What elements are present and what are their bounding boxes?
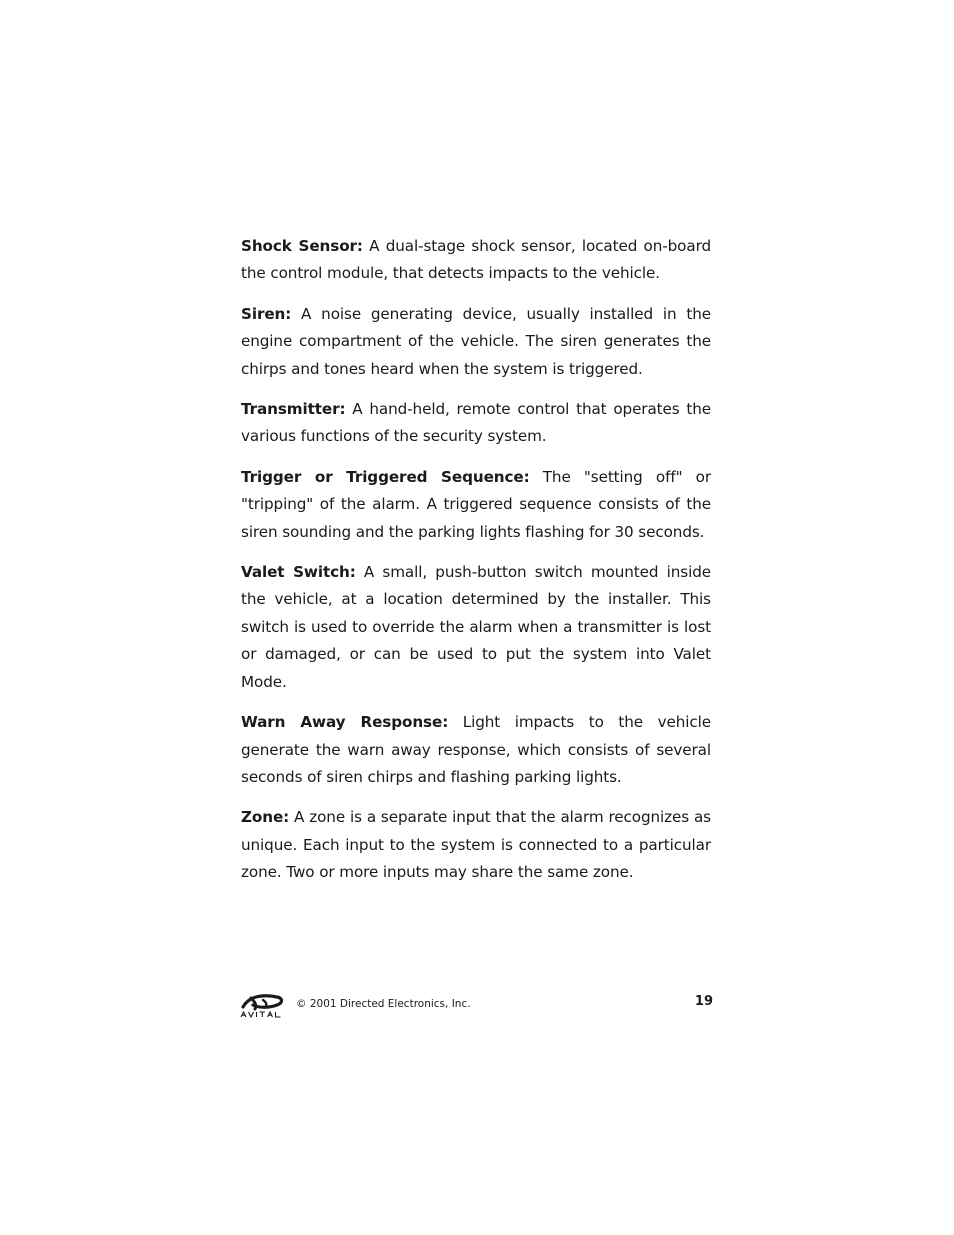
glossary-definition: The "setting off" or "tripping" of the alarm. A triggered sequence consists of the siren sounding and the parking lights flashing for 30 seconds. bbox=[241, 467, 711, 541]
copyright-text: © 2001 Directed Electronics, Inc. bbox=[296, 998, 471, 1010]
glossary-definition: A dual-stage shock sensor, located on-board the control module, that detects impacts to the vehicle. bbox=[241, 237, 711, 283]
glossary-term: Zone: bbox=[241, 808, 290, 827]
glossary-entry-valet-switch bbox=[241, 559, 711, 696]
glossary-term: Warn Away Response: bbox=[241, 713, 449, 732]
glossary-term: Siren: bbox=[241, 304, 292, 323]
page-number: 19 bbox=[694, 994, 713, 1009]
glossary-definition: Light impacts to the vehicle generate the warn away response, which consists of several seconds of siren chirps and flashing parking lights. bbox=[241, 713, 711, 786]
glossary-entry-transmitter bbox=[241, 396, 711, 451]
glossary-term: Valet Switch: bbox=[241, 563, 356, 582]
glossary-entry-zone bbox=[241, 804, 711, 886]
glossary-entry-siren bbox=[241, 301, 711, 383]
glossary-definition: A small, push-button switch mounted inside the vehicle, at a location determined by the installer. This switch is used to override the alarm when a transmitter is lost or damaged, or can be used to put the system into Valet Mode. bbox=[241, 563, 711, 691]
glossary-term: Transmitter: bbox=[241, 400, 346, 419]
page-footer bbox=[239, 990, 713, 1020]
glossary-entry-warn-away bbox=[241, 709, 711, 791]
glossary-definition: A hand-held, remote control that operates the various functions of the security system. bbox=[241, 400, 711, 446]
glossary-definition: A zone is a separate input that the alarm recognizes as unique. Each input to the system is connected to a particular zone. Two or more inputs may share the same zone. bbox=[241, 808, 711, 882]
glossary-term: Trigger or Triggered Sequence: bbox=[241, 467, 530, 486]
glossary-entry-trigger bbox=[241, 464, 711, 546]
glossary-term: Shock Sensor: bbox=[241, 237, 363, 255]
glossary-entry-shock-sensor bbox=[241, 233, 711, 288]
glossary-content bbox=[241, 233, 711, 900]
glossary-definition: A noise generating device, usually installed in the engine compartment of the vehicle. The siren generates the chirps and tones heard when the system is triggered. bbox=[241, 304, 711, 378]
avital-logo-icon bbox=[239, 992, 285, 1018]
